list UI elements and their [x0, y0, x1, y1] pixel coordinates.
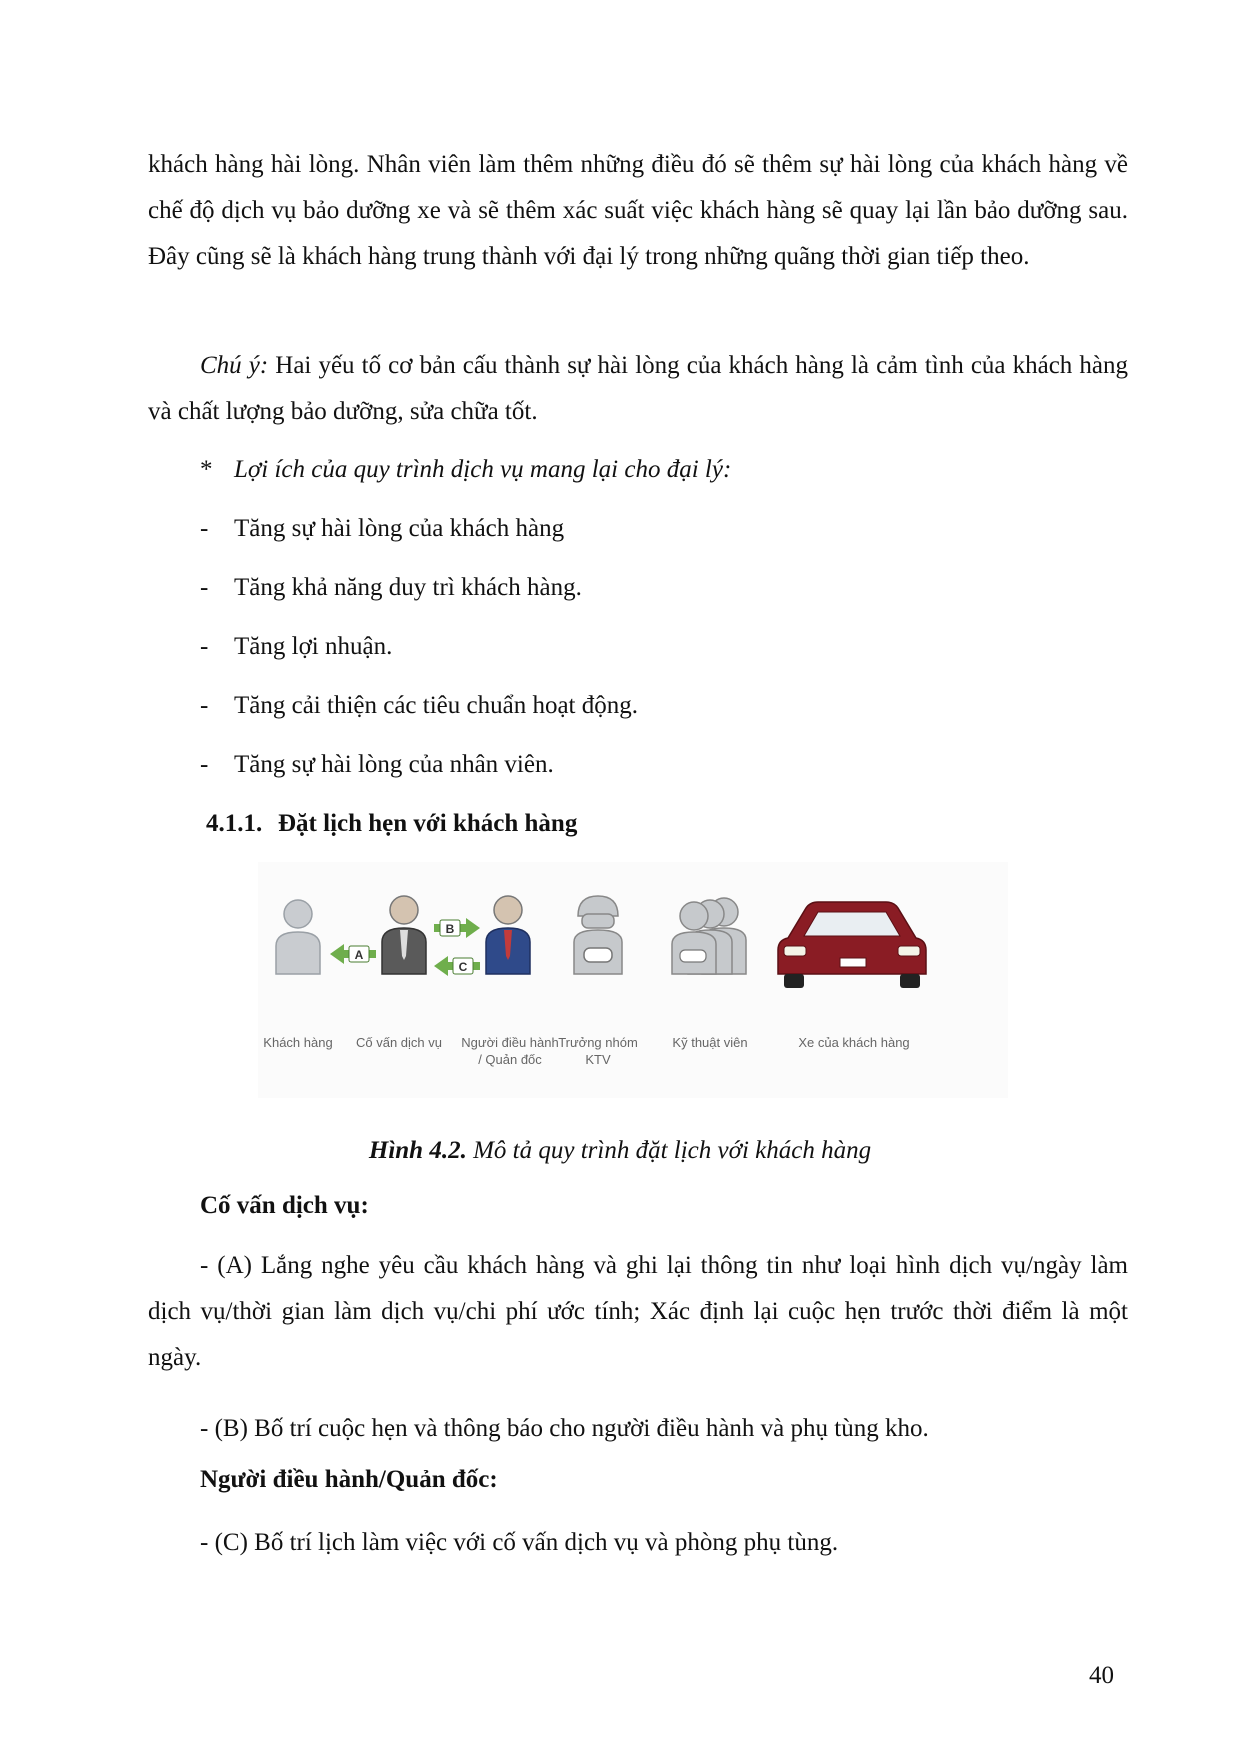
- note-label: Chú ý:: [200, 352, 269, 379]
- dash-marker: -: [200, 692, 209, 719]
- manager-icon: [486, 896, 530, 974]
- benefits-title-text: Lợi ích của quy trình dịch vụ mang lại cho đại lý:: [234, 456, 732, 483]
- list-item: [200, 513, 564, 545]
- arrow-a-icon: [330, 944, 376, 964]
- asterisk-marker: *: [200, 456, 213, 483]
- dash-marker: -: [200, 751, 209, 778]
- label-team-lead-line1: Trưởng nhóm: [558, 1035, 638, 1050]
- list-item-text: Tăng cải thiện các tiêu chuẩn hoạt động.: [234, 692, 639, 719]
- technicians-icon: [672, 898, 746, 974]
- dash-marker: -: [200, 633, 209, 660]
- list-item-text: Tăng lợi nhuận.: [234, 633, 393, 660]
- section-number: 4.1.1.: [206, 810, 263, 837]
- caption-text: Mô tả quy trình đặt lịch với khách hàng: [466, 1137, 872, 1164]
- list-item: [200, 690, 638, 722]
- label-advisor: Cố vấn dịch vụ: [356, 1035, 442, 1050]
- list-item-text: Tăng sự hài lòng của khách hàng: [234, 515, 565, 542]
- caption-number: Hình 4.2.: [368, 1137, 467, 1164]
- dash-marker: -: [200, 515, 209, 542]
- arrow-b-letter: B: [445, 922, 455, 936]
- label-car: Xe của khách hàng: [798, 1035, 910, 1050]
- manager-item-c: - (C) Bố trí lịch làm việc với cố vấn dịch vụ và phòng phụ tùng.: [200, 1529, 839, 1556]
- intro-paragraph: khách hàng hài lòng. Nhân viên làm thêm những điều đó sẽ thêm sự hài lòng của khách hàng về chế độ dịch vụ bảo dưỡng xe và sẽ thêm xác suất việc khách hàng sẽ quay lại lần bảo dưỡng sau. Đây cũng sẽ là khách hàng trung thành với đại lý trong những quãng thời gian tiếp theo.: [148, 151, 1128, 270]
- section-title: Đặt lịch hẹn với khách hàng: [278, 810, 578, 837]
- team-lead-icon: [574, 896, 622, 974]
- advisor-item-b: - (B) Bố trí cuộc hẹn và thông báo cho người điều hành và phụ tùng kho.: [200, 1415, 929, 1442]
- page-number: 40: [1089, 1662, 1114, 1689]
- arrow-a-letter: A: [354, 948, 364, 962]
- list-item: [200, 631, 392, 663]
- benefits-title: [200, 454, 731, 486]
- section-heading: [206, 808, 577, 840]
- note-paragraph: [148, 343, 1128, 435]
- list-item-text: Tăng sự hài lòng của nhân viên.: [234, 751, 554, 778]
- advisor-section-title: Cố vấn dịch vụ:: [200, 1192, 369, 1219]
- label-manager-line2: / Quản đốc: [478, 1052, 542, 1067]
- advisor-icon: [382, 896, 426, 974]
- label-manager-line1: Người điều hành: [461, 1035, 559, 1050]
- figure-caption: [0, 1135, 1240, 1167]
- dash-marker: -: [200, 574, 209, 601]
- label-team-lead: [548, 1034, 648, 1068]
- advisor-item-a: - (A) Lắng nghe yêu cầu khách hàng và ghi lại thông tin như loại hình dịch vụ/ngày làm dịch vụ/thời gian làm dịch vụ/chi phí ước tính; Xác định lại cuộc hẹn trước thời điểm là một ngày.: [148, 1252, 1128, 1371]
- arrow-b-icon: [434, 918, 480, 938]
- customer-icon: [276, 900, 320, 974]
- arrow-c-icon: [434, 956, 480, 976]
- appointment-process-figure: [258, 862, 1008, 1098]
- car-icon: [778, 902, 926, 988]
- manager-section-title: Người điều hành/Quản đốc:: [200, 1466, 498, 1493]
- label-team-lead-line2: KTV: [585, 1052, 611, 1067]
- label-customer: Khách hàng: [263, 1035, 333, 1050]
- list-item: [200, 572, 582, 604]
- list-item-text: Tăng khả năng duy trì khách hàng.: [234, 574, 582, 601]
- note-text: Hai yếu tố cơ bản cấu thành sự hài lòng của khách hàng là cảm tình của khách hàng và chất lượng bảo dưỡng, sửa chữa tốt.: [148, 352, 1128, 425]
- list-item: [200, 749, 554, 781]
- label-technicians: Kỹ thuật viên: [672, 1035, 748, 1050]
- arrow-c-letter: C: [458, 960, 468, 974]
